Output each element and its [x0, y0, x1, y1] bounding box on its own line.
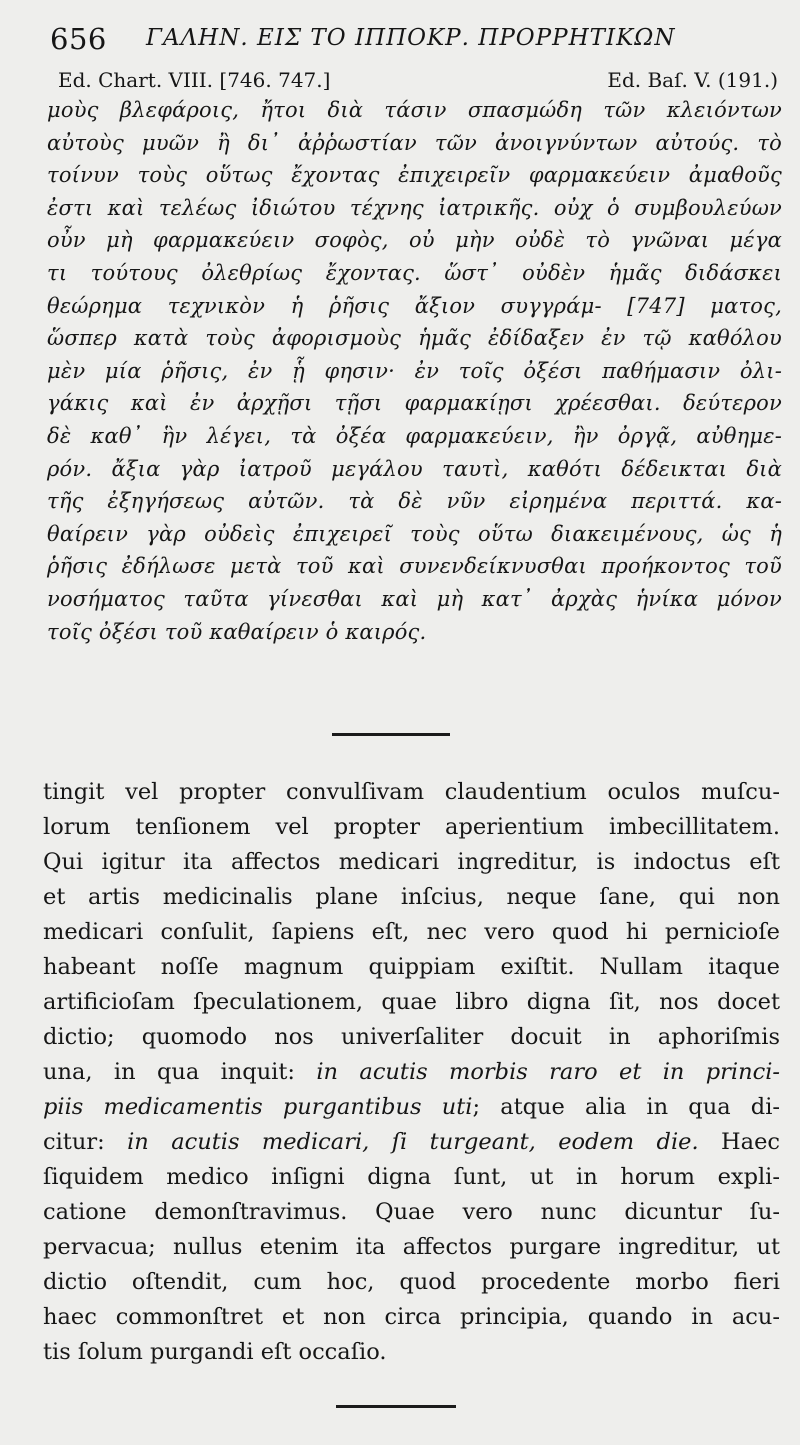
- greek-text-line: δὲ καθ᾽ ἣν λέγει, τὰ ὀξέα φαρμακεύειν, ἢν ὀργᾷ, αὐθημε-: [47, 423, 782, 448]
- text-segment: citur:: [43, 1129, 128, 1155]
- edition-chartier-reference: Ed. Chart. VIII. [746. 747.]: [58, 68, 331, 92]
- text-segment: medicari conſulit, ſapiens eſt, nec vero quod hi pernicioſe: [43, 919, 780, 945]
- greek-text-line: ρόν. ἄξια γὰρ ἰατροῦ μεγάλου ταυτὶ, καθότι δέδεικται διὰ: [47, 456, 782, 481]
- latin-text-line: [43, 845, 780, 880]
- greek-text-line: τῆς ἐξηγήσεως αὐτῶν. τὰ δὲ νῦν εἰρημένα περιττά. κα-: [47, 489, 782, 514]
- end-divider-rule: [336, 1405, 456, 1408]
- page-number: 656: [50, 22, 107, 56]
- italic-quotation: in acutis morbis raro et in princi-: [316, 1059, 780, 1085]
- text-segment: dictio; quomodo nos univerſaliter docuit in aphoriſmis: [43, 1024, 780, 1050]
- text-segment: ; atque alia in qua di-: [472, 1094, 780, 1120]
- latin-text-line: [43, 985, 780, 1020]
- latin-text-column: [43, 775, 780, 1370]
- greek-text-line: ῥῆσις ἐδήλωσε μετὰ τοῦ καὶ συνενδείκνυσθαι προήκοντος τοῦ: [47, 554, 782, 579]
- latin-text-line: [43, 1195, 780, 1230]
- latin-text-line: [43, 915, 780, 950]
- text-segment: una, in qua inquit:: [43, 1059, 317, 1085]
- greek-text-line: νοσήματος ταῦτα γίνεσθαι καὶ μὴ κατ᾽ ἀρχὰς ἡνίκα μόνον: [47, 586, 782, 611]
- text-segment: lorum tenſionem vel propter aperientium imbecillitatem.: [43, 814, 780, 840]
- greek-text-line: ὥσπερ κατὰ τοὺς ἀφορισμοὺς ἡμᾶς ἐδίδαξεν ἐν τῷ καθόλου: [47, 326, 782, 351]
- greek-text-line: μὲν μία ῥῆσις, ἐν ᾗ φησιν· ἐν τοῖς ὀξέσι παθήμασιν ὀλι-: [47, 358, 782, 383]
- greek-text-line: αὐτοὺς μυῶν ἢ δι᾽ ἀῤῥωστίαν τῶν ἀνοιγνύντων αὐτούς. τὸ: [47, 130, 782, 155]
- greek-text-line: τοῖς ὀξέσι τοῦ καθαίρειν ὁ καιρός.: [47, 619, 427, 644]
- text-segment: catione demonſtravimus. Quae vero nunc dicuntur ſu-: [43, 1199, 780, 1225]
- latin-text-line: [43, 775, 780, 810]
- greek-text-line: ἐστι καὶ τελέως ἰδιώτου τέχνης ἰατρικῆς. οὐχ ὁ συμβουλεύων: [47, 195, 782, 220]
- text-segment: Haec: [698, 1129, 780, 1155]
- italic-quotation: in acutis medicari, ſi turgeant, eodem die.: [127, 1129, 699, 1155]
- latin-text-line: [43, 1230, 780, 1265]
- text-segment: habeant noſſe magnum quippiam exiſtit. Nullam itaque: [43, 954, 780, 980]
- text-segment: dictio oſtendit, cum hoc, quod procedente morbo fieri: [43, 1269, 780, 1295]
- text-segment: haec commonſtret et non circa principia, quando in acu-: [43, 1304, 780, 1330]
- latin-text-line: [43, 1300, 780, 1335]
- text-segment: pervacua; nullus etenim ita affectos purgare ingreditur, ut: [43, 1234, 780, 1260]
- text-segment: Qui igitur ita affectos medicari ingreditur, is indoctus eſt: [43, 849, 780, 875]
- latin-text-line: [43, 1160, 780, 1195]
- latin-text-line: [43, 1090, 780, 1125]
- running-title: ΓΑΛΗΝ. ΕΙΣ ΤΟ ΙΠΠΟΚΡ. ΠΡΟΡΡΗΤΙΚΩΝ: [146, 25, 676, 51]
- greek-text-line: τοίνυν τοὺς οὕτως ἔχοντας ἐπιχειρεῖν φαρμακεύειν ἀμαθοῦς: [47, 163, 782, 188]
- greek-text-line: τι τούτους ὀλεθρίως ἔχοντας. ὥστ᾽ οὐδὲν ἡμᾶς διδάσκει: [47, 260, 782, 285]
- edition-basel-reference: Ed. Baſ. V. (191.): [607, 68, 778, 92]
- page-header: [50, 22, 775, 62]
- latin-text-line: [43, 950, 780, 985]
- text-segment: tingit vel propter convulſivam claudentium oculos muſcu-: [43, 779, 780, 805]
- greek-text-line: οὖν μὴ φαρμακεύειν σοφὸς, οὐ μὴν οὐδὲ τὸ γνῶναι μέγα: [47, 228, 782, 253]
- text-segment: artificioſam ſpeculationem, quae libro digna ſit, nos docet: [43, 989, 780, 1015]
- latin-text-line: [43, 1055, 780, 1090]
- latin-text-line: [43, 1335, 780, 1370]
- greek-text-line: μοὺς βλεφάροις, ἤτοι διὰ τάσιν σπασμώδη τῶν κλειόντων: [47, 98, 782, 122]
- latin-text-line: [43, 810, 780, 845]
- section-divider-rule: [332, 733, 450, 736]
- text-segment: et artis medicinalis plane inſcius, neque ſane, qui non: [43, 884, 780, 910]
- edition-reference-line: [58, 68, 778, 96]
- latin-text-line: [43, 880, 780, 915]
- latin-text-line: [43, 1020, 780, 1055]
- italic-quotation: piis medicamentis purgantibus uti: [43, 1094, 473, 1120]
- greek-text-column: [47, 94, 782, 648]
- text-segment: ſiquidem medico inſigni digna ſunt, ut in horum expli-: [43, 1164, 780, 1190]
- latin-text-line: [43, 1265, 780, 1300]
- greek-text-line: γάκις καὶ ἐν ἀρχῇσι τῇσι φαρμακίῃσι χρέεσθαι. δεύτερον: [47, 391, 782, 416]
- latin-text-line: [43, 1125, 780, 1160]
- greek-text-line: θεώρημα τεχνικὸν ἡ ῥῆσις ἄξιον συγγράμ- [747] ματος,: [47, 293, 782, 318]
- greek-text-line: θαίρειν γὰρ οὐδεὶς ἐπιχειρεῖ τοὺς οὕτω διακειμένους, ὡς ἡ: [47, 521, 782, 546]
- text-segment: tis ſolum purgandi eſt occaſio.: [43, 1339, 387, 1365]
